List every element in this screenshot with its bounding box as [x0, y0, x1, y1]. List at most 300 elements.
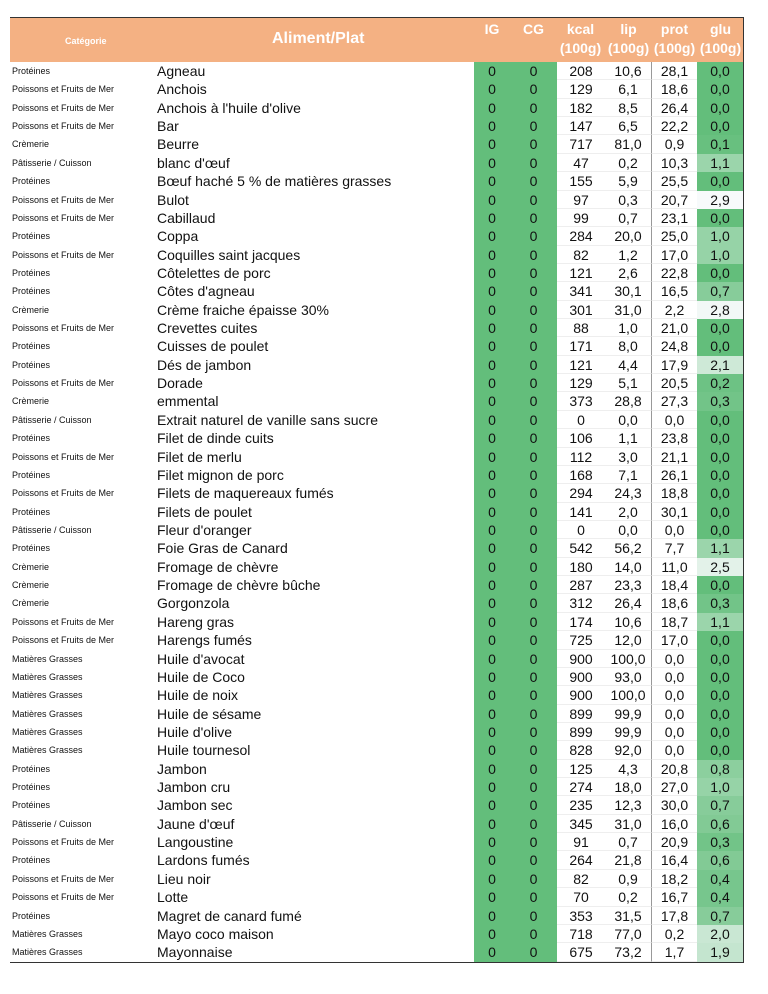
cell-prot: 20,7 [651, 191, 697, 209]
table-row [10, 576, 743, 594]
cell-cg: 0 [510, 80, 557, 98]
table-row [10, 264, 743, 282]
cell-aliment: Filets de maquereaux fumés [157, 485, 334, 502]
cell-categorie: Protéines [12, 506, 51, 517]
table-row [10, 62, 743, 80]
cell-categorie: Poissons et Fruits de Mer [12, 378, 115, 389]
cell-categorie: Protéines [12, 800, 51, 811]
cell-ig: 0 [474, 705, 510, 723]
cell-categorie: Protéines [12, 782, 51, 793]
header-lip-label: lip [620, 21, 637, 37]
cell-lip: 12,0 [605, 631, 651, 649]
cell-ig: 0 [474, 558, 510, 576]
cell-cg: 0 [510, 870, 557, 888]
cell-categorie: Crèmerie [12, 304, 50, 315]
cell-categorie: Matières Grasses [12, 928, 83, 939]
cell-cg: 0 [510, 576, 557, 594]
cell-prot: 16,7 [651, 888, 697, 906]
table-row [10, 117, 743, 135]
cell-glu: 2,1 [697, 356, 743, 374]
cell-kcal: 725 [557, 631, 605, 649]
cell-kcal: 828 [557, 741, 605, 759]
cell-categorie: Matières Grasses [12, 708, 83, 719]
cell-glu: 1,9 [697, 943, 743, 961]
cell-lip: 8,0 [605, 337, 651, 355]
cell-ig: 0 [474, 337, 510, 355]
cell-cg: 0 [510, 62, 557, 80]
cell-cg: 0 [510, 668, 557, 686]
cell-ig: 0 [474, 851, 510, 869]
cell-aliment: Lieu noir [157, 870, 211, 887]
cell-prot: 16,0 [651, 815, 697, 833]
cell-glu: 0,0 [697, 337, 743, 355]
cell-cg: 0 [510, 411, 557, 429]
cell-kcal: 70 [557, 888, 605, 906]
cell-kcal: 900 [557, 650, 605, 668]
table-row [10, 227, 743, 245]
cell-prot: 18,2 [651, 870, 697, 888]
cell-ig: 0 [474, 650, 510, 668]
cell-kcal: 171 [557, 337, 605, 355]
cell-glu: 0,0 [697, 686, 743, 704]
cell-glu: 2,0 [697, 925, 743, 943]
header-glu-label: glu [710, 21, 731, 37]
table-row [10, 705, 743, 723]
cell-cg: 0 [510, 833, 557, 851]
cell-aliment: Cabillaud [157, 209, 216, 226]
cell-glu: 1,1 [697, 154, 743, 172]
cell-ig: 0 [474, 631, 510, 649]
cell-categorie: Pâtisserie / Cuisson [12, 818, 92, 829]
cell-lip: 31,5 [605, 907, 651, 925]
cell-aliment: Jambon sec [157, 797, 233, 814]
cell-lip: 5,9 [605, 172, 651, 190]
cell-glu: 0,0 [697, 650, 743, 668]
cell-kcal: 900 [557, 668, 605, 686]
cell-ig: 0 [474, 392, 510, 410]
cell-ig: 0 [474, 209, 510, 227]
cell-aliment: Langoustine [157, 834, 234, 851]
cell-aliment: Dés de jambon [157, 356, 252, 373]
cell-lip: 6,1 [605, 80, 651, 98]
cell-kcal: 717 [557, 135, 605, 153]
cell-cg: 0 [510, 723, 557, 741]
cell-categorie: Protéines [12, 469, 51, 480]
cell-ig: 0 [474, 154, 510, 172]
cell-categorie: Crèmerie [12, 598, 50, 609]
cell-cg: 0 [510, 264, 557, 282]
cell-aliment: Extrait naturel de vanille sans sucre [157, 411, 378, 428]
cell-cg: 0 [510, 209, 557, 227]
cell-cg: 0 [510, 374, 557, 392]
cell-prot: 28,1 [651, 62, 697, 80]
table-row [10, 943, 743, 961]
table-row [10, 760, 743, 778]
cell-aliment: Côtes d'agneau [157, 283, 255, 300]
cell-cg: 0 [510, 778, 557, 796]
table-row [10, 99, 743, 117]
cell-categorie: Protéines [12, 66, 51, 76]
cell-categorie: Matières Grasses [12, 745, 83, 756]
cell-glu: 1,0 [697, 246, 743, 264]
cell-kcal: 155 [557, 172, 605, 190]
table-row [10, 723, 743, 741]
cell-prot: 22,2 [651, 117, 697, 135]
cell-ig: 0 [474, 411, 510, 429]
cell-glu: 0,2 [697, 374, 743, 392]
cell-cg: 0 [510, 888, 557, 906]
cell-cg: 0 [510, 448, 557, 466]
cell-categorie: Matières Grasses [12, 653, 83, 664]
cell-aliment: Jambon [157, 760, 207, 777]
cell-glu: 0,0 [697, 705, 743, 723]
cell-aliment: Hareng gras [157, 613, 235, 630]
cell-lip: 4,4 [605, 356, 651, 374]
table-row [10, 191, 743, 209]
cell-prot: 7,7 [651, 539, 697, 557]
cell-cg: 0 [510, 429, 557, 447]
table-row [10, 411, 743, 429]
cell-prot: 0,0 [651, 705, 697, 723]
cell-prot: 0,0 [651, 411, 697, 429]
cell-ig: 0 [474, 907, 510, 925]
header-aliment: Aliment/Plat [272, 30, 365, 47]
cell-cg: 0 [510, 943, 557, 961]
cell-categorie: Protéines [12, 543, 51, 554]
cell-ig: 0 [474, 686, 510, 704]
cell-kcal: 345 [557, 815, 605, 833]
cell-prot: 16,5 [651, 282, 697, 300]
cell-kcal: 129 [557, 80, 605, 98]
cell-categorie: Matières Grasses [12, 690, 83, 701]
cell-categorie: Protéines [12, 231, 51, 242]
cell-cg: 0 [510, 760, 557, 778]
cell-lip: 56,2 [605, 539, 651, 557]
table-row [10, 135, 743, 153]
cell-cg: 0 [510, 484, 557, 502]
cell-cg: 0 [510, 815, 557, 833]
cell-glu: 0,0 [697, 503, 743, 521]
cell-glu: 0,0 [697, 429, 743, 447]
cell-kcal: 284 [557, 227, 605, 245]
cell-categorie: Poissons et Fruits de Mer [12, 121, 115, 132]
cell-aliment: Lardons fumés [157, 852, 250, 869]
cell-ig: 0 [474, 778, 510, 796]
cell-categorie: Protéines [12, 433, 51, 444]
cell-glu: 1,1 [697, 613, 743, 631]
cell-kcal: 235 [557, 796, 605, 814]
cell-prot: 26,1 [651, 466, 697, 484]
cell-categorie: Poissons et Fruits de Mer [12, 873, 115, 884]
table-row [10, 466, 743, 484]
cell-prot: 30,0 [651, 796, 697, 814]
cell-prot: 25,5 [651, 172, 697, 190]
header-categorie: Catégorie [65, 36, 107, 46]
header-ig: IG [484, 21, 500, 37]
cell-cg: 0 [510, 246, 557, 264]
cell-ig: 0 [474, 723, 510, 741]
cell-aliment: emmental [157, 393, 219, 410]
cell-glu: 0,0 [697, 411, 743, 429]
cell-prot: 18,4 [651, 576, 697, 594]
cell-prot: 10,3 [651, 154, 697, 172]
table-row [10, 521, 743, 539]
cell-lip: 81,0 [605, 135, 651, 153]
cell-categorie: Protéines [12, 855, 51, 866]
cell-cg: 0 [510, 796, 557, 814]
cell-ig: 0 [474, 356, 510, 374]
cell-prot: 0,0 [651, 650, 697, 668]
cell-lip: 0,0 [605, 411, 651, 429]
table-row [10, 686, 743, 704]
cell-cg: 0 [510, 282, 557, 300]
table-row [10, 741, 743, 759]
cell-glu: 0,7 [697, 907, 743, 925]
cell-aliment: Bulot [157, 191, 189, 208]
cell-lip: 1,1 [605, 429, 651, 447]
cell-lip: 18,0 [605, 778, 651, 796]
cell-kcal: 82 [557, 246, 605, 264]
cell-ig: 0 [474, 521, 510, 539]
cell-ig: 0 [474, 833, 510, 851]
cell-ig: 0 [474, 246, 510, 264]
table-row [10, 392, 743, 410]
cell-lip: 100,0 [605, 650, 651, 668]
cell-lip: 8,5 [605, 99, 651, 117]
table-row [10, 319, 743, 337]
cell-aliment: Huile tournesol [157, 742, 251, 759]
cell-kcal: 294 [557, 484, 605, 502]
cell-ig: 0 [474, 191, 510, 209]
cell-prot: 18,6 [651, 80, 697, 98]
table-row [10, 925, 743, 943]
cell-kcal: 168 [557, 466, 605, 484]
cell-cg: 0 [510, 191, 557, 209]
cell-cg: 0 [510, 356, 557, 374]
cell-kcal: 542 [557, 539, 605, 557]
cell-lip: 3,0 [605, 448, 651, 466]
table-row [10, 650, 743, 668]
cell-glu: 0,4 [697, 870, 743, 888]
cell-categorie: Crèmerie [12, 561, 50, 572]
header-glu-unit: (100g) [699, 40, 742, 56]
cell-lip: 1,2 [605, 246, 651, 264]
cell-ig: 0 [474, 503, 510, 521]
cell-glu: 0,6 [697, 851, 743, 869]
cell-kcal: 675 [557, 943, 605, 961]
cell-glu: 0,0 [697, 209, 743, 227]
cell-kcal: 0 [557, 521, 605, 539]
table-row [10, 796, 743, 814]
cell-prot: 23,8 [651, 429, 697, 447]
cell-aliment: Lotte [157, 889, 189, 906]
table-row [10, 815, 743, 833]
cell-prot: 26,4 [651, 99, 697, 117]
cell-categorie: Protéines [12, 341, 51, 352]
cell-prot: 20,8 [651, 760, 697, 778]
header-prot-unit: (100g) [653, 40, 696, 56]
cell-kcal: 208 [557, 62, 605, 80]
cell-aliment: Huile d'avocat [157, 650, 245, 667]
cell-cg: 0 [510, 631, 557, 649]
cell-prot: 21,1 [651, 448, 697, 466]
cell-glu: 0,0 [697, 484, 743, 502]
cell-categorie: Pâtisserie / Cuisson [12, 157, 92, 168]
table-row [10, 594, 743, 612]
cell-prot: 27,0 [651, 778, 697, 796]
table-row [10, 209, 743, 227]
cell-categorie: Pâtisserie / Cuisson [12, 524, 92, 535]
cell-categorie: Protéines [12, 763, 51, 774]
cell-ig: 0 [474, 117, 510, 135]
cell-prot: 0,9 [651, 135, 697, 153]
table-row [10, 870, 743, 888]
cell-cg: 0 [510, 503, 557, 521]
cell-cg: 0 [510, 392, 557, 410]
cell-prot: 11,0 [651, 558, 697, 576]
table-row [10, 668, 743, 686]
cell-glu: 0,0 [697, 631, 743, 649]
cell-lip: 5,1 [605, 374, 651, 392]
cell-cg: 0 [510, 741, 557, 759]
header-kcal [557, 20, 604, 58]
cell-lip: 24,3 [605, 484, 651, 502]
header-lip [605, 20, 652, 58]
cell-categorie: Matières Grasses [12, 947, 83, 958]
cell-lip: 12,3 [605, 796, 651, 814]
cell-categorie: Poissons et Fruits de Mer [12, 892, 115, 903]
cell-categorie: Poissons et Fruits de Mer [12, 635, 115, 646]
cell-kcal: 180 [557, 558, 605, 576]
cell-kcal: 82 [557, 870, 605, 888]
cell-prot: 17,0 [651, 631, 697, 649]
cell-categorie: Poissons et Fruits de Mer [12, 84, 115, 95]
cell-ig: 0 [474, 448, 510, 466]
cell-ig: 0 [474, 227, 510, 245]
cell-lip: 99,9 [605, 723, 651, 741]
table-row [10, 80, 743, 98]
cell-cg: 0 [510, 907, 557, 925]
table-row [10, 503, 743, 521]
cell-aliment: Mayonnaise [157, 944, 233, 961]
table-body [10, 62, 743, 962]
header-glu [697, 20, 744, 58]
cell-aliment: Bœuf haché 5 % de matières grasses [157, 173, 392, 190]
cell-aliment: Coppa [157, 228, 199, 245]
cell-cg: 0 [510, 686, 557, 704]
cell-aliment: Agneau [157, 63, 206, 79]
cell-cg: 0 [510, 172, 557, 190]
cell-aliment: Fromage de chèvre [157, 558, 279, 575]
cell-aliment: Beurre [157, 136, 200, 153]
cell-categorie: Poissons et Fruits de Mer [12, 451, 115, 462]
cell-ig: 0 [474, 796, 510, 814]
cell-cg: 0 [510, 650, 557, 668]
cell-glu: 2,8 [697, 301, 743, 319]
cell-cg: 0 [510, 319, 557, 337]
cell-kcal: 899 [557, 705, 605, 723]
cell-aliment: Côtelettes de porc [157, 264, 271, 281]
cell-categorie: Poissons et Fruits de Mer [12, 212, 115, 223]
cell-prot: 22,8 [651, 264, 697, 282]
cell-kcal: 312 [557, 594, 605, 612]
cell-aliment: Fromage de chèvre bûche [157, 577, 321, 594]
cell-kcal: 88 [557, 319, 605, 337]
cell-lip: 93,0 [605, 668, 651, 686]
cell-ig: 0 [474, 484, 510, 502]
cell-aliment: Magret de canard fumé [157, 907, 302, 924]
cell-categorie: Poissons et Fruits de Mer [12, 837, 115, 848]
cell-ig: 0 [474, 282, 510, 300]
cell-prot: 21,0 [651, 319, 697, 337]
cell-aliment: Huile de noix [157, 687, 238, 704]
cell-aliment: Foie Gras de Canard [157, 540, 288, 557]
cell-kcal: 91 [557, 833, 605, 851]
table-row [10, 154, 743, 172]
cell-kcal: 0 [557, 411, 605, 429]
table-row [10, 613, 743, 631]
cell-glu: 0,0 [697, 576, 743, 594]
cell-categorie: Protéines [12, 910, 51, 921]
cell-lip: 4,3 [605, 760, 651, 778]
cell-kcal: 47 [557, 154, 605, 172]
cell-kcal: 147 [557, 117, 605, 135]
cell-aliment: Filets de poulet [157, 503, 252, 520]
table-header [10, 18, 743, 62]
cell-prot: 0,0 [651, 686, 697, 704]
cell-lip: 92,0 [605, 741, 651, 759]
cell-lip: 30,1 [605, 282, 651, 300]
cell-aliment: Huile de sésame [157, 705, 262, 722]
cell-kcal: 373 [557, 392, 605, 410]
cell-cg: 0 [510, 301, 557, 319]
cell-lip: 0,0 [605, 521, 651, 539]
cell-lip: 7,1 [605, 466, 651, 484]
cell-aliment: Filet mignon de porc [157, 466, 284, 483]
cell-glu: 0,0 [697, 741, 743, 759]
cell-glu: 0,0 [697, 80, 743, 98]
table-row [10, 374, 743, 392]
cell-aliment: blanc d'œuf [157, 154, 230, 171]
cell-glu: 2,9 [697, 191, 743, 209]
cell-lip: 77,0 [605, 925, 651, 943]
cell-kcal: 182 [557, 99, 605, 117]
cell-prot: 25,0 [651, 227, 697, 245]
cell-cg: 0 [510, 466, 557, 484]
cell-glu: 0,0 [697, 521, 743, 539]
cell-lip: 28,8 [605, 392, 651, 410]
cell-ig: 0 [474, 594, 510, 612]
cell-aliment: Coquilles saint jacques [157, 246, 301, 263]
cell-categorie: Protéines [12, 176, 51, 187]
cell-prot: 18,8 [651, 484, 697, 502]
cell-prot: 0,2 [651, 925, 697, 943]
cell-aliment: Filet de merlu [157, 448, 242, 465]
cell-aliment: Harengs fumés [157, 632, 252, 649]
cell-aliment: Huile d'olive [157, 723, 233, 740]
header-prot-label: prot [660, 21, 689, 37]
cell-kcal: 274 [557, 778, 605, 796]
header-prot [651, 20, 698, 58]
cell-kcal: 301 [557, 301, 605, 319]
table-row [10, 539, 743, 557]
cell-kcal: 341 [557, 282, 605, 300]
cell-prot: 23,1 [651, 209, 697, 227]
cell-lip: 0,7 [605, 833, 651, 851]
cell-ig: 0 [474, 429, 510, 447]
cell-categorie: Poissons et Fruits de Mer [12, 323, 115, 334]
cell-prot: 17,8 [651, 907, 697, 925]
